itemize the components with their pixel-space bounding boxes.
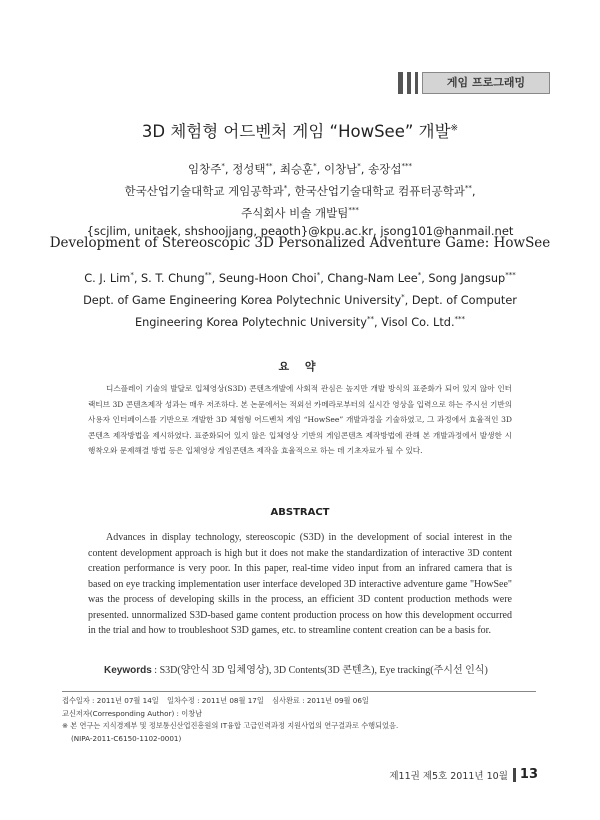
author-mark: *: [357, 162, 361, 170]
affiliation-mark: ***: [454, 314, 466, 323]
author-mark: ***: [505, 271, 516, 279]
keywords-label: Keywords: [104, 665, 152, 676]
author-mark: *: [417, 271, 422, 279]
grant-number: (NIPA-2011-C6150-1102-0001): [71, 733, 182, 743]
author-name: S. T. Chung: [141, 271, 205, 285]
author-name: 이창남: [323, 161, 358, 176]
corresponding-author: 교신저자(Corresponding Author) : 이창남: [62, 708, 203, 718]
author-name: Seung-Hoon Choi: [218, 271, 317, 285]
affiliation-line: [0, 310, 600, 332]
title-mark: ※: [450, 123, 459, 134]
author-separator: ,: [421, 271, 429, 285]
author-name: 임창주: [188, 161, 222, 176]
author-name: 정성택: [232, 161, 266, 176]
authors-korean: [0, 157, 600, 241]
tag-bar: [407, 72, 411, 94]
paper-title: [0, 118, 600, 142]
affiliation: , Dept. of Computer: [404, 293, 517, 307]
journal-volume: 제11권 제5호 2011년 10월: [389, 770, 508, 782]
author-mark: *: [313, 162, 317, 170]
affiliation-line: [0, 179, 600, 201]
author-mark: **: [204, 271, 212, 279]
affiliation-mark: *: [283, 183, 288, 192]
abstract-body-korean: 디스플레이 기술의 발달로 입체영상(S3D) 콘텐츠개발에 사회적 관심은 높지만 개발 방식의 표준화가 되어 있지 않아 인터랙티브 3D 콘텐츠제작 성과는 매우 저조하다. 본 논문에서는 적외선 카메라로부터의 실시간 영상을 입력으로 하는 주시선 기반의 사용자 인터페이스를 기반으로 개발한 3D 체험형 어드벤처 게임 “HowSee” 개발과정을 기술하였고, 그 과정에서 효율적인 3D 콘텐츠 제작방법을 제시하였다. 표준화되어 있지 않은 입체영상 기반의 게임콘텐츠 제작방법에 관해 본 개발과정에서 발생한 시행착오와 문제해결 방법 등은 입체영상 게임콘텐츠 제작을 효율적으로 하는 데 기초자료가 될 수 있다.: [88, 384, 512, 456]
affiliation-mark: **: [366, 314, 374, 323]
affiliation: 한국산업기술대학교 게임공학과: [124, 183, 284, 198]
author-emails: {scjlim, unitaek, shshoojjang, peaoth}@kpu.ac.kr, jsong101@hanmail.net: [86, 224, 514, 239]
footer-divider: [513, 768, 516, 782]
author-name: 송장섭: [368, 161, 402, 176]
author-name: 최승훈: [279, 161, 314, 176]
affiliation: 주식회사 비솔 개발팀: [241, 205, 349, 220]
keywords-text: : S3D(양안식 3D 입체영상), 3D Contents(3D 콘텐츠), Eye tracking(주시선 인식): [151, 665, 488, 676]
title-text: 3D 체험형 어드벤처 게임 “HowSee” 개발: [141, 122, 451, 141]
dates-line: [62, 695, 542, 708]
page-number: 13: [519, 767, 538, 782]
author-names: [0, 157, 600, 179]
author-name: Chang-Nam Lee: [327, 271, 418, 285]
author-names: [0, 266, 600, 288]
affiliation-line: [0, 288, 600, 310]
reviewed-date: 일차수정 : 2011년 08월 17일: [167, 696, 264, 705]
author-separator: ,: [224, 161, 233, 176]
author-mark: ***: [401, 162, 412, 170]
affiliation: Engineering Korea Polytechnic University: [134, 315, 367, 329]
abstract-body-english: Advances in display technology, stereoscopic (S3D) in the development of social interest in the content development approach is high but it does not make the standardization of interactive 3D content creation performance is very poor. In this paper, real-time video input from an infrared camera that is based on eye tracking implementation user interface developed 3D interactive adventure game "HowSee" was the process of developing skills in the process, an efficient 3D content production methods were presented. unnormalized S3D-based game content production process on how this development occurred in the trial and how to troubleshoot S3D games, etc. to streamline content creation can be a basis for.: [88, 532, 512, 636]
author-separator: ,: [320, 271, 328, 285]
section-tag: [398, 72, 550, 94]
affiliation: Dept. of Game Engineering Korea Polytechnic University: [83, 293, 402, 307]
author-name: C. J. Lim: [84, 271, 131, 285]
author-separator: ,: [133, 271, 141, 285]
author-separator: ,: [272, 161, 280, 176]
affiliation-mark: **: [464, 183, 472, 192]
author-separator: ,: [211, 271, 219, 285]
affiliation-line: [0, 201, 600, 223]
affiliation: , Visol Co. Ltd.: [373, 315, 455, 329]
funding-note: ※ 본 연구는 지식경제부 및 정보통신산업진흥원의 IT융합 고급인력과정 지원사업의 연구결과로 수행되었음.: [62, 721, 399, 730]
author-name: Song Jangsup: [428, 271, 506, 285]
tag-bar: [398, 72, 403, 94]
paper-title-english: Development of Stereoscopic 3D Personalized Adventure Game: HowSee: [49, 235, 551, 251]
abstract-heading-korean: 요 약: [278, 360, 322, 373]
affiliation-mark: *: [401, 292, 405, 301]
author-mark: **: [265, 162, 273, 170]
affiliation: , 한국산업기술대학교 컴퓨터공학과: [287, 183, 465, 198]
received-date: 접수일자 : 2011년 07월 14일: [62, 696, 159, 705]
footnote-divider: [62, 691, 536, 692]
affiliation-punct: ,: [471, 183, 476, 198]
page-footer: [389, 767, 538, 782]
affiliation-mark: ***: [348, 205, 359, 214]
tag-bar: [415, 72, 418, 94]
author-separator: ,: [316, 161, 324, 176]
accepted-date: 심사완료 : 2011년 09월 06일: [272, 696, 369, 705]
author-separator: ,: [360, 161, 369, 176]
author-mark: *: [130, 271, 134, 279]
footnotes: [62, 695, 542, 745]
author-mark: *: [221, 162, 225, 170]
author-mark: *: [316, 271, 321, 279]
keywords: [104, 661, 524, 676]
authors-english: [0, 266, 600, 331]
abstract-heading-english: ABSTRACT: [270, 507, 330, 518]
section-label: 게임 프로그래밍: [422, 72, 550, 94]
